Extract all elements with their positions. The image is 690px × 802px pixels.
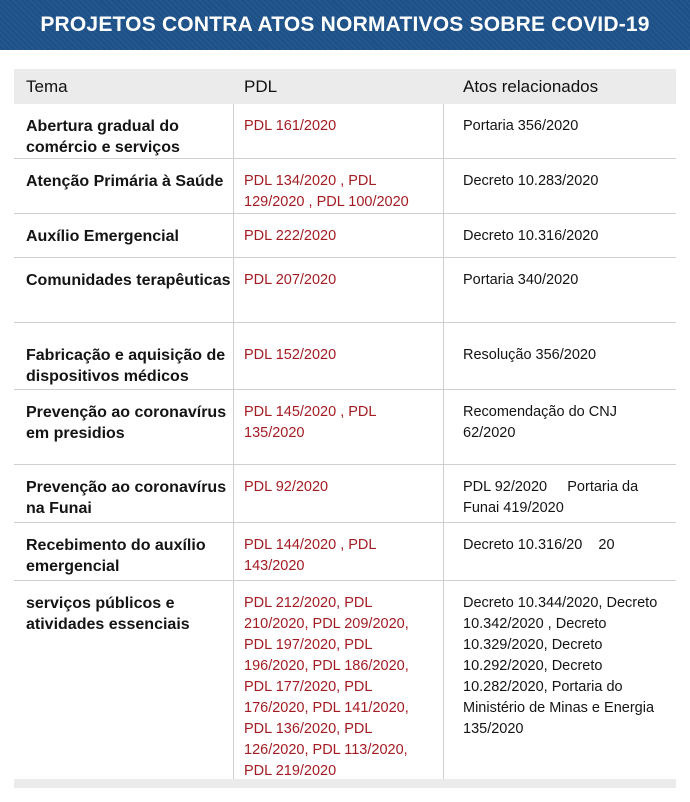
table-footer-band (14, 779, 676, 788)
row-tema: Prevenção ao coronavírus na Funai (26, 479, 227, 517)
row-tema: Comunidades terapêuticas (26, 272, 231, 289)
row-pdl: PDL 152/2020 (244, 347, 337, 363)
row-tema: Fabricação e aquisição de dispositivos médicos (26, 347, 226, 385)
table-row (14, 390, 676, 465)
row-pdl: PDL 134/2020 , PDL 129/2020 , PDL 100/2020 (244, 173, 409, 210)
table-row (14, 465, 676, 523)
page-title: PROJETOS CONTRA ATOS NORMATIVOS SOBRE COVID-19 (40, 13, 650, 36)
table-row (14, 214, 676, 258)
row-pdl: PDL 92/2020 (244, 479, 329, 495)
table-row (14, 159, 676, 214)
table-header (14, 69, 676, 103)
row-pdl: PDL 212/2020, PDL 210/2020, PDL 209/2020, PDL 197/2020, PDL 196/2020, PDL 186/2020, PDL 177/2020, PDL 176/2020, PDL 141/2020, PDL 136/2020, PDL 126/2020, PDL 113/2020, PDL 219/2020 (244, 595, 409, 779)
column-header-tema: Tema (26, 77, 68, 96)
table-body (14, 104, 676, 779)
table-row (14, 258, 676, 323)
row-atos: Resolução 356/2020 (463, 347, 597, 363)
column-divider (233, 104, 234, 781)
row-tema: Abertura gradual do comércio e serviços (26, 118, 180, 156)
row-tema: Recebimento do auxílio emergencial (26, 537, 206, 575)
table-row (14, 104, 676, 159)
table-row (14, 323, 676, 390)
acts-table (14, 69, 676, 788)
table-row (14, 581, 676, 779)
title-banner (0, 0, 690, 50)
row-pdl: PDL 144/2020 , PDL 143/2020 (244, 537, 376, 574)
row-pdl: PDL 207/2020 (244, 272, 337, 288)
row-atos: PDL 92/2020 Portaria da Funai 419/2020 (463, 479, 643, 516)
row-pdl: PDL 161/2020 (244, 118, 337, 134)
row-tema: Auxílio Emergencial (26, 228, 179, 245)
row-atos: Portaria 340/2020 (463, 272, 579, 288)
row-atos: Portaria 356/2020 (463, 118, 579, 134)
row-atos: Decreto 10.283/2020 (463, 173, 599, 189)
row-atos: Decreto 10.316/20 20 (463, 537, 615, 553)
row-tema: serviços públicos e atividades essenciais (26, 595, 190, 633)
column-header-pdl: PDL (244, 77, 278, 96)
column-header-atos: Atos relacionados (463, 77, 599, 96)
row-tema: Prevenção ao coronavírus em presidios (26, 404, 227, 442)
row-atos: Decreto 10.316/2020 (463, 228, 599, 244)
row-pdl: PDL 145/2020 , PDL 135/2020 (244, 404, 376, 441)
column-divider (443, 104, 444, 781)
row-pdl: PDL 222/2020 (244, 228, 337, 244)
table-row (14, 523, 676, 581)
row-atos: Recomendação do CNJ 62/2020 (463, 404, 617, 441)
row-tema: Atenção Primária à Saúde (26, 173, 224, 190)
row-atos: Decreto 10.344/2020, Decreto 10.342/2020 , Decreto 10.329/2020, Decreto 10.292/2020, Decreto 10.282/2020, Portaria do Ministério de Minas e Energia 135/2020 (463, 595, 658, 737)
